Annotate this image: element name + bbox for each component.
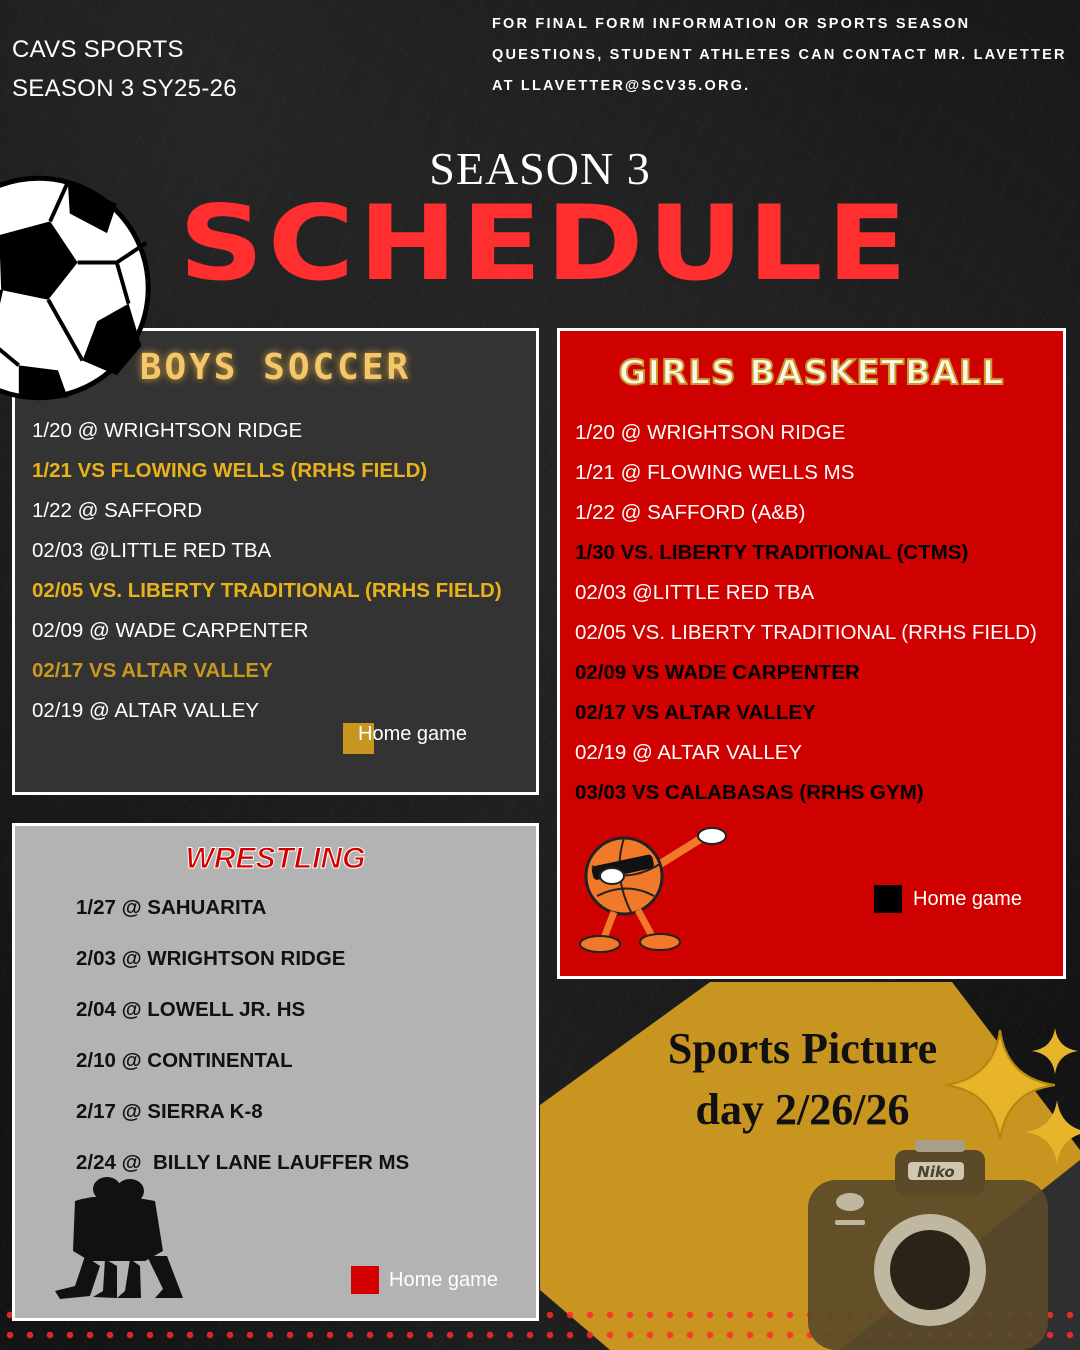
home-game-legend <box>351 1266 498 1294</box>
meet-item: 2/03 @ WRIGHTSON RIDGE <box>76 947 346 970</box>
game-item: 1/22 @ SAFFORD (A&B) <box>575 501 806 524</box>
game-item: 02/05 VS. LIBERTY TRADITIONAL (RRHS FIELD) <box>575 621 1037 644</box>
wrestling-schedule <box>76 882 409 1188</box>
soccer-ball-icon <box>0 172 156 404</box>
legend-swatch-red <box>351 1266 379 1294</box>
game-item: 02/03 @LITTLE RED TBA <box>575 581 815 604</box>
game-item: 1/21 @ FLOWING WELLS MS <box>575 461 855 484</box>
home-game-legend <box>343 719 467 750</box>
girls-basketball-panel <box>557 328 1066 979</box>
boys-soccer-title: BOYS SOCCER <box>139 347 412 388</box>
wrestling-title: WRESTLING <box>185 842 366 875</box>
legend-label: Home game <box>358 723 467 745</box>
svg-text:Niko: Niko <box>917 1163 955 1181</box>
game-item-home: 02/09 VS WADE CARPENTER <box>575 661 860 684</box>
hero-subtitle: SEASON 3 <box>429 143 651 194</box>
game-item: 02/03 @LITTLE RED TBA <box>32 539 272 562</box>
game-item: 1/20 @ WRIGHTSON RIDGE <box>32 419 303 442</box>
contact-info <box>492 9 1072 102</box>
game-item: 1/20 @ WRIGHTSON RIDGE <box>575 421 846 444</box>
picture-day-line-1: Sports Picture <box>667 1024 938 1073</box>
meet-item: 2/17 @ SIERRA K-8 <box>76 1100 263 1123</box>
game-item-home: 02/17 VS ALTAR VALLEY <box>575 701 816 724</box>
legend-label: Home game <box>389 1268 498 1291</box>
girls-basketball-schedule <box>575 413 1037 813</box>
org-name: CAVS SPORTS <box>12 36 184 63</box>
camera-icon <box>800 1140 1050 1350</box>
game-item-home: 03/03 VS CALABASAS (RRHS GYM) <box>575 781 924 804</box>
legend-label: Home game <box>913 887 1022 910</box>
game-item-home: 1/21 VS FLOWING WELLS (RRHS FIELD) <box>32 459 428 482</box>
game-item: 02/19 @ ALTAR VALLEY <box>575 741 803 764</box>
game-item: 1/22 @ SAFFORD <box>32 499 203 522</box>
game-item: 02/19 @ ALTAR VALLEY <box>32 699 260 722</box>
meet-item: 2/04 @ LOWELL JR. HS <box>76 998 306 1021</box>
header-title <box>12 30 237 108</box>
legend-swatch-black <box>874 885 902 913</box>
game-item: 02/09 @ WADE CARPENTER <box>32 619 309 642</box>
wrestlers-silhouette-icon <box>45 1171 190 1301</box>
meet-item: 2/24 @ BILLY LANE LAUFFER MS <box>76 1151 410 1174</box>
contact-line-2: QUESTIONS, STUDENT ATHLETES CAN CONTACT MR. LAVETTER <box>492 47 1067 63</box>
game-item-home: 02/05 VS. LIBERTY TRADITIONAL (RRHS FIELD) <box>32 579 502 602</box>
picture-day-line-2: day 2/26/26 <box>695 1085 910 1134</box>
boys-soccer-schedule <box>32 411 502 731</box>
game-item-home: 02/17 VS ALTAR VALLEY <box>32 659 273 682</box>
meet-item: 1/27 @ SAHUARITA <box>76 896 267 919</box>
game-item-home: 1/30 VS. LIBERTY TRADITIONAL (CTMS) <box>575 541 969 564</box>
contact-line-1: FOR FINAL FORM INFORMATION OR SPORTS SEASON <box>492 16 971 32</box>
hero-title: SCHEDULE <box>178 182 912 304</box>
season-label: SEASON 3 SY25-26 <box>12 75 237 102</box>
dabbing-basketball-mascot-icon <box>572 826 732 956</box>
sparkle-icon <box>1032 1028 1078 1074</box>
home-game-legend <box>874 885 1022 913</box>
wrestling-panel <box>12 823 539 1321</box>
picture-day-announcement <box>620 1018 985 1140</box>
girls-basketball-title: GIRLS BASKETBALL <box>618 353 1005 393</box>
meet-item: 2/10 @ CONTINENTAL <box>76 1049 293 1072</box>
contact-line-3: AT LLAVETTER@SCV35.ORG. <box>492 78 751 94</box>
